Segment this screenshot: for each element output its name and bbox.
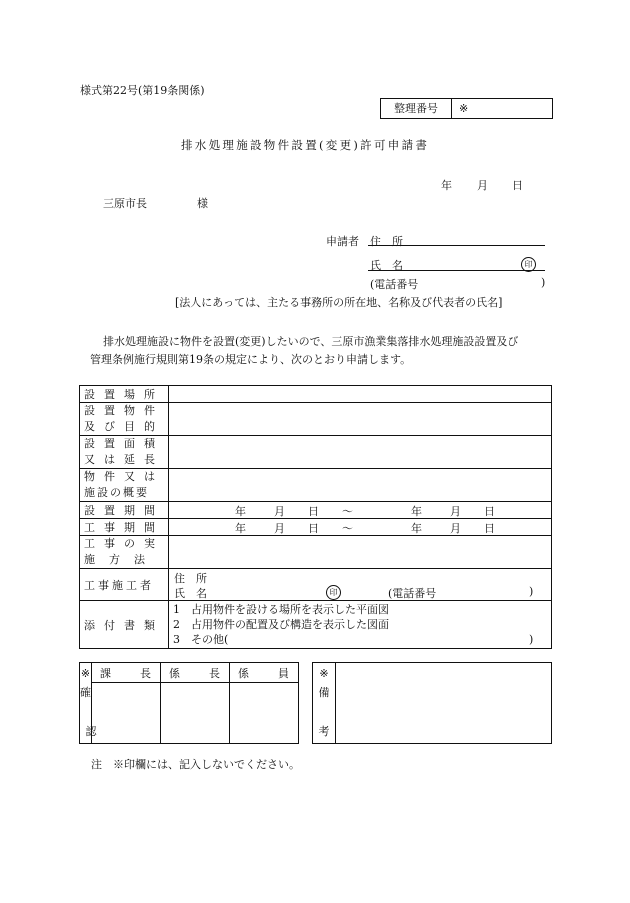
kakaricho-stamp-cell (161, 683, 230, 744)
attachments-field (169, 601, 552, 649)
purpose-field[interactable] (169, 403, 552, 436)
cperiod-start-month: 月 (274, 522, 285, 535)
remarks-label-2: 考 (318, 725, 330, 738)
application-table (79, 385, 552, 649)
footnote: 注 ※印欄には、記入しないでください。 (91, 758, 300, 771)
kacho-label: 課 長 (100, 666, 160, 680)
method-field[interactable] (169, 536, 552, 569)
name-underline (368, 270, 545, 271)
row-area (80, 436, 552, 469)
overview-field[interactable] (169, 469, 552, 502)
kacho-header (92, 663, 161, 683)
seiri-box (380, 98, 553, 119)
applicant-phone: (電話番号 (370, 278, 419, 291)
remarks-label-cell (313, 663, 336, 744)
row-contractor (80, 569, 552, 601)
attachment-2: 2 占用物件の配置及び構造を表示した図面 (173, 618, 389, 631)
location-field[interactable] (169, 386, 552, 403)
contractor-name-label: 氏 名 (174, 587, 207, 600)
row-construction-period (80, 519, 552, 536)
applicant-name-label: 氏 名 (370, 259, 403, 272)
label-attachments: 添付書類 (84, 618, 164, 632)
date-month: 月 (477, 179, 488, 192)
row-overview (80, 469, 552, 502)
label-period: 設置期間 (84, 504, 164, 517)
confirm-label-cell (80, 663, 97, 744)
contractor-phone-close: ) (529, 585, 534, 598)
remarks-field (336, 663, 552, 744)
label-area-1: 設置面積 (84, 437, 164, 450)
remarks-mark: ※ (319, 667, 329, 680)
contractor-seal-icon: 印 (326, 585, 341, 600)
date-year: 年 (441, 179, 452, 192)
cperiod-start-year: 年 (235, 522, 246, 535)
applicant-phone-close: ) (541, 276, 546, 289)
period-start-day: 日 (308, 505, 319, 518)
label-method-1: 工事の実 (84, 537, 164, 550)
date-day: 日 (512, 179, 523, 192)
kakariin-header (230, 663, 299, 683)
kakariin-stamp-cell (230, 683, 299, 744)
kakaricho-header (161, 663, 230, 683)
label-construction-period: 工事期間 (84, 521, 164, 534)
label-overview-2: 施設の概要 (84, 486, 149, 499)
construction-period-field[interactable] (169, 519, 552, 536)
row-attachments (80, 601, 552, 649)
attachment-3-row (173, 632, 547, 647)
address-underline (368, 245, 545, 246)
period-start-year: 年 (235, 505, 246, 518)
kakariin-label: 係 員 (238, 666, 298, 680)
remarks-box (312, 662, 552, 744)
confirmation-box (79, 662, 299, 744)
period-end-year: 年 (411, 505, 422, 518)
label-purpose-1: 設置物件 (84, 404, 164, 417)
label-location-text: 設置場所 (84, 388, 164, 401)
seiri-label: 整理番号 (381, 99, 452, 118)
addressee-name: 三原市長 (103, 197, 147, 210)
applicant-address-label: 住 所 (370, 235, 403, 248)
contractor-field[interactable] (169, 569, 552, 601)
row-period (80, 502, 552, 519)
period-tilde: ～ (342, 505, 353, 518)
attachment-3: 3 その他( (173, 633, 229, 646)
contractor-phone: (電話番号 (388, 587, 437, 600)
area-field[interactable] (169, 436, 552, 469)
document-title: 排水処理施設物件設置(変更)許可申請書 (181, 138, 430, 152)
attachment-3-close: ) (529, 633, 534, 646)
cperiod-end-month: 月 (450, 522, 461, 535)
period-start-month: 月 (274, 505, 285, 518)
contractor-address-label: 住 所 (174, 572, 207, 585)
addressee-honorific: 様 (197, 197, 208, 210)
label-purpose-2: 及び目的 (84, 420, 164, 433)
label-method-2: 施方法 (84, 553, 159, 566)
label-area-2: 又は延長 (84, 453, 164, 466)
period-end-month: 月 (450, 505, 461, 518)
kakaricho-label: 係 長 (169, 666, 229, 680)
label-location (84, 386, 164, 402)
confirm-label-2: 認 (85, 725, 97, 738)
applicant-seal-icon: 印 (521, 257, 536, 272)
cperiod-start-day: 日 (308, 522, 319, 535)
applicant-label: 申請者 (326, 235, 359, 248)
label-contractor: 工事施工者 (84, 578, 154, 592)
row-purpose (80, 403, 552, 436)
period-end-day: 日 (484, 505, 495, 518)
period-field[interactable] (169, 502, 552, 519)
cperiod-end-year: 年 (411, 522, 422, 535)
body-line-2: 管理条例施行規則第19条の規定により、次のとおり申請します。 (90, 353, 412, 366)
cperiod-end-day: 日 (484, 522, 495, 535)
label-overview-1: 物件又は (84, 470, 164, 483)
body-line-1: 排水処理施設に物件を設置(変更)したいので、三原市漁業集落排水処理施設設置及び (103, 335, 519, 348)
confirm-label-1: 確 (80, 686, 91, 699)
seiri-value: ※ (459, 102, 469, 115)
row-location (80, 386, 552, 403)
cperiod-tilde: ～ (342, 522, 353, 535)
attachment-1: 1 占用物件を設ける場所を表示した平面図 (173, 603, 389, 616)
confirm-mark: ※ (80, 667, 91, 680)
corporate-note: [法人にあっては、主たる事務所の所在地、名称及び代表者の氏名] (175, 296, 503, 309)
remarks-label-1: 備 (318, 686, 330, 699)
form-number: 様式第22号(第19条関係) (80, 84, 205, 97)
row-method (80, 536, 552, 569)
